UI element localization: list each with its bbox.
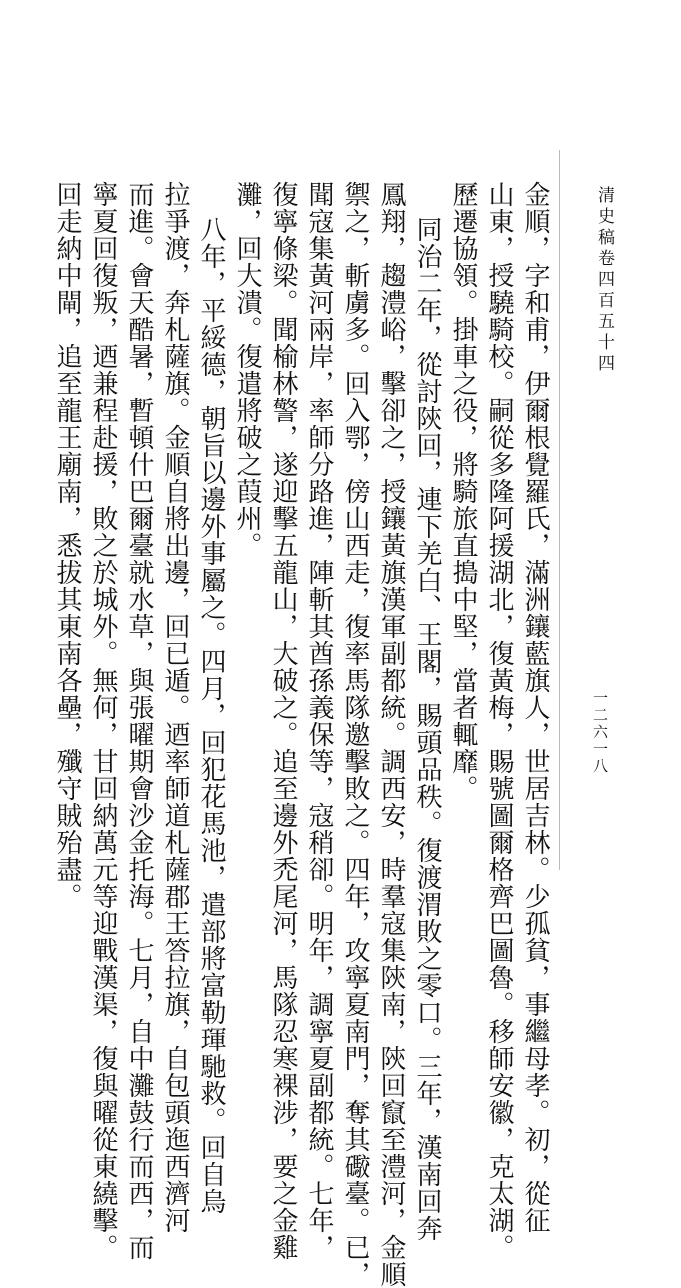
text-column-14: 回走納中閘，追至龍王廟南，悉拔其東南各壘，殲守賊殆盡。 [52,181,82,910]
text-column-10: 八年，平綏德，朝旨以邊外事屬之。四月，回犯花馬池，遣部將富勒琿馳救。回自烏 [196,216,226,1215]
text-column-1: 金順，字和甫，伊爾根覺羅氏，滿洲鑲藍旗人，世居吉林。少孤貧，事繼母孝。初，從征 [520,181,550,1234]
text-column-13: 寧夏回復叛，迺兼程赴援，敗之於城外。無何，甘回納萬元等迎戰漢渠，復與曜從東繞擊。 [88,181,118,1261]
text-column-3: 歷遷協領。掛車之役，將騎旅直搗中堅，當者輒靡。 [448,181,478,802]
text-column-4: 同治二年，從討陝回，連下羌白、王閣，賜頭品秩。復渡渭敗之零口。三年，漢南回奔 [412,216,442,1242]
text-column-2: 山東，授驍騎校。嗣從多隆阿援湖北，復黃梅，賜號圖爾格齊巴圖魯。移師安徽，克太湖。 [484,181,514,1261]
text-column-7: 聞寇集黃河兩岸，率師分路進，陣斬其酋孫義保等，寇稍卻。明年，調寧夏副都統。七年， [304,181,334,1261]
book-title: 清史稿卷四百五十四 [594,186,614,375]
text-column-5: 鳳翔，趨澧峪，擊卻之，授鑲黃旗漢軍副都統。調西安，時羣寇集陝南，陝回竄至澧河，金順 [376,181,406,1288]
text-column-6: 禦之，斬虜多。回入鄂，傍山西走，復率馬隊邀擊敗之。四年，攻寧夏南門，奪其礮臺。已， [340,181,370,1288]
text-column-12: 而進。會天酷暑，暫頓什巴爾臺就水草，與張曜期會沙金托海。七月，自中灘鼓行而西，而 [124,181,154,1261]
text-column-8: 復寧條梁。聞榆林警，遂迎擊五龍山，大破之。追至邊外禿尾河，馬隊忍寒裸涉，要之金雞 [268,181,298,1261]
text-column-11: 拉爭渡，奔札薩旗。金順自將出邊，回已遁。迺率師道札薩郡王答拉旗，自包頭迤西濟河 [160,181,190,1234]
text-column-9: 灘，回大潰。復遣將破之葭州。 [232,181,262,559]
page-number: 一二六一八 [591,690,609,775]
page-divider [559,150,560,870]
